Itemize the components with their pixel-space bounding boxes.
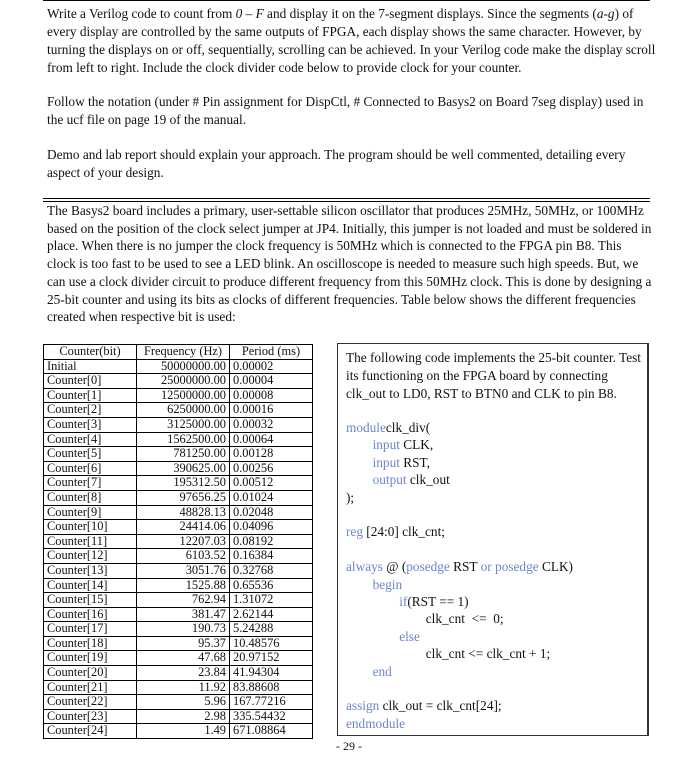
- code-line: [346, 697, 502, 714]
- counter-bit-cell: Initial: [44, 359, 137, 374]
- period-cell: 0.00128: [230, 447, 313, 462]
- code-line: [346, 523, 445, 540]
- frequency-cell: 47.68: [137, 651, 230, 666]
- counter-bit-cell: Counter[23]: [44, 709, 137, 724]
- table-row: [44, 534, 313, 549]
- frequency-cell: 12500000.00: [137, 388, 230, 403]
- code-text: clk_out = clk_cnt[24];: [379, 698, 502, 714]
- code-text: @ (: [382, 559, 407, 575]
- code-text: clk_out: [406, 472, 450, 488]
- frequency-cell: 381.47: [137, 607, 230, 622]
- period-cell: 0.32768: [230, 563, 313, 578]
- counter-bit-cell: Counter[18]: [44, 636, 137, 651]
- table-row: [44, 578, 313, 593]
- frequency-cell: 762.94: [137, 593, 230, 608]
- period-cell: 2.62144: [230, 607, 313, 622]
- code-text: [346, 664, 373, 679]
- period-cell: 335.54432: [230, 709, 313, 724]
- counter-bit-cell: Counter[8]: [44, 490, 137, 505]
- table-row: [44, 709, 313, 724]
- code-text: [346, 437, 373, 452]
- period-cell: 0.00004: [230, 374, 313, 389]
- period-cell: 0.01024: [230, 490, 313, 505]
- code-text: clk_div(: [385, 420, 431, 435]
- col-header: Period (ms): [230, 345, 313, 360]
- counter-bit-cell: Counter[14]: [44, 578, 137, 593]
- period-cell: 0.02048: [230, 505, 313, 520]
- task-paragraph-3: Demo and lab report should explain your approach. The program should be well commented, detailing every aspect of your design.: [47, 147, 626, 180]
- code-keyword: or posedge: [480, 559, 539, 575]
- code-keyword: posedge: [406, 559, 450, 575]
- period-cell: 0.00512: [230, 476, 313, 491]
- code-line: [346, 576, 402, 593]
- table-row: [44, 695, 313, 710]
- code-line: [346, 454, 430, 471]
- col-header: Frequency (Hz): [137, 345, 230, 360]
- period-cell: 0.00016: [230, 403, 313, 418]
- counter-bit-cell: Counter[15]: [44, 593, 137, 608]
- table-row: [44, 593, 313, 608]
- counter-bit-cell: Counter[24]: [44, 724, 137, 739]
- period-cell: 10.48576: [230, 636, 313, 651]
- counter-bit-cell: Counter[17]: [44, 622, 137, 637]
- table-row: [44, 549, 313, 564]
- task-paragraph-1: Write a Verilog code to count from 0 – F and display it on the 7-segment displays. Since the segments (a-g) of every display are controlled by the same outputs of FPGA, each display shows the same character. However, by turning the displays on or off, sequentially, scrolling can be achieved. In your Verilog code make the display scroll from left to right. Include the clock divider code below to provide clock for your counter.: [47, 6, 656, 75]
- table-row: [44, 607, 313, 622]
- code-keyword: output: [372, 472, 407, 488]
- code-keyword: always: [346, 559, 383, 575]
- frequency-cell: 195312.50: [137, 476, 230, 491]
- table-row: [44, 359, 313, 374]
- code-keyword: input: [372, 454, 400, 470]
- counter-bit-cell: Counter[19]: [44, 651, 137, 666]
- code-text: [24:0] clk_cnt;: [362, 524, 445, 540]
- code-text: );: [346, 489, 355, 505]
- frequency-cell: 1.49: [137, 724, 230, 739]
- code-text: [346, 455, 373, 470]
- code-line: [346, 489, 354, 506]
- code-line: [346, 610, 504, 627]
- counter-bit-cell: Counter[2]: [44, 403, 137, 418]
- code-keyword: reg: [346, 524, 363, 540]
- code-line: [346, 558, 573, 575]
- col-header: Counter(bit): [44, 345, 137, 360]
- period-cell: 0.04096: [230, 520, 313, 535]
- frequency-cell: 23.84: [137, 666, 230, 681]
- info-paragraph: The Basys2 board includes a primary, user-settable silicon oscillator that produces 25MHz, 50MHz, or 100MHz based on the position of the clock select jumper at JP4. Initially, this jumper is not loaded and must be soldered in place. When there is no jumper the clock frequency is 50MHz which is connected to the FPGA pin B8. This clock is too fast to be used to see a LED blink. An oscilloscope is needed to measure such high speeds. But, we can use a clock divider circuit to produce different frequency from this 50MHz clock. This is done by designing a 25-bit counter and using its bits as clocks of different frequencies. Table below shows the different frequencies created when respective bit is used:: [47, 203, 652, 325]
- code-line: [346, 436, 433, 453]
- code-keyword: if: [399, 594, 408, 609]
- task-paragraph-2: Follow the notation (under # Pin assignment for DispCtl, # Connected to Basys2 on Board 7seg display) used in the ucf file on page 19 of the manual.: [47, 94, 644, 127]
- table-row: [44, 374, 313, 389]
- counter-bit-cell: Counter[16]: [44, 607, 137, 622]
- frequency-cell: 50000000.00: [137, 359, 230, 374]
- code-text: CLK,: [399, 437, 434, 453]
- code-text: CLK): [538, 559, 573, 575]
- counter-bit-cell: Counter[22]: [44, 695, 137, 710]
- table-row: [44, 476, 313, 491]
- code-keyword: else: [399, 628, 420, 644]
- frequency-cell: 781250.00: [137, 447, 230, 462]
- counter-bit-cell: Counter[10]: [44, 520, 137, 535]
- table-row: [44, 724, 313, 739]
- table-row: [44, 520, 313, 535]
- frequency-cell: 97656.25: [137, 490, 230, 505]
- table-row: [44, 403, 313, 418]
- code-line: [346, 593, 469, 610]
- counter-bit-cell: Counter[13]: [44, 563, 137, 578]
- counter-bit-cell: Counter[11]: [44, 534, 137, 549]
- code-text: clk_cnt <= 0;: [346, 611, 504, 627]
- counter-bit-cell: Counter[9]: [44, 505, 137, 520]
- frequency-cell: 48828.13: [137, 505, 230, 520]
- counter-bit-cell: Counter[0]: [44, 374, 137, 389]
- frequency-cell: 95.37: [137, 636, 230, 651]
- code-line: [346, 645, 550, 662]
- code-text: (RST == 1): [407, 594, 469, 609]
- code-text: [346, 577, 373, 592]
- frequency-cell: 2.98: [137, 709, 230, 724]
- table-row: [44, 461, 313, 476]
- counter-bit-cell: Counter[21]: [44, 680, 137, 695]
- frequency-cell: 11.92: [137, 680, 230, 695]
- period-cell: 0.16384: [230, 549, 313, 564]
- code-line: [346, 715, 405, 732]
- code-line: [346, 471, 450, 488]
- period-cell: 0.00032: [230, 417, 313, 432]
- table-row: [44, 622, 313, 637]
- table-row: [44, 447, 313, 462]
- code-intro: The following code implements the 25-bit counter. Test its functioning on the FPGA board by connecting clk_out to LD0, RST to BTN0 and CLK to pin B8.: [346, 350, 641, 401]
- code-keyword: module: [346, 420, 386, 435]
- period-cell: 83.88608: [230, 680, 313, 695]
- table-row: [44, 505, 313, 520]
- table-row: [44, 490, 313, 505]
- table-row: [44, 651, 313, 666]
- counter-bit-cell: Counter[1]: [44, 388, 137, 403]
- code-box: [337, 343, 649, 736]
- code-text: [346, 594, 399, 609]
- frequency-cell: 3125000.00: [137, 417, 230, 432]
- table-row: [44, 680, 313, 695]
- table-row: [44, 388, 313, 403]
- code-text: [346, 629, 399, 644]
- code-line: [346, 628, 420, 645]
- counter-bit-cell: Counter[12]: [44, 549, 137, 564]
- code-keyword: endmodule: [346, 715, 406, 731]
- frequency-cell: 5.96: [137, 695, 230, 710]
- frequency-cell: 6103.52: [137, 549, 230, 564]
- counter-bit-cell: Counter[20]: [44, 666, 137, 681]
- counter-bit-cell: Counter[4]: [44, 432, 137, 447]
- code-keyword: input: [372, 437, 400, 453]
- period-cell: 671.08864: [230, 724, 313, 739]
- top-rule: [43, 0, 650, 1]
- code-line: [346, 663, 392, 680]
- code-text: [346, 472, 373, 487]
- code-line: [346, 419, 430, 436]
- code-keyword: assign: [346, 698, 380, 714]
- frequency-cell: 1562500.00: [137, 432, 230, 447]
- period-cell: 5.24288: [230, 622, 313, 637]
- frequency-cell: 1525.88: [137, 578, 230, 593]
- period-cell: 1.31072: [230, 593, 313, 608]
- frequency-table: [43, 344, 313, 739]
- period-cell: 0.00256: [230, 461, 313, 476]
- frequency-cell: 24414.06: [137, 520, 230, 535]
- code-text: RST,: [399, 454, 430, 470]
- frequency-cell: 25000000.00: [137, 374, 230, 389]
- table-row: [44, 563, 313, 578]
- frequency-cell: 12207.03: [137, 534, 230, 549]
- counter-bit-cell: Counter[3]: [44, 417, 137, 432]
- page-number: - 29 -: [336, 739, 362, 753]
- frequency-cell: 390625.00: [137, 461, 230, 476]
- table-row: [44, 666, 313, 681]
- table-row: [44, 432, 313, 447]
- table-row: [44, 636, 313, 651]
- frequency-cell: 6250000.00: [137, 403, 230, 418]
- frequency-cell: 3051.76: [137, 563, 230, 578]
- code-keyword: begin: [372, 576, 403, 592]
- counter-bit-cell: Counter[6]: [44, 461, 137, 476]
- code-text: RST: [449, 559, 481, 575]
- code-keyword: end: [372, 663, 392, 679]
- period-cell: 167.77216: [230, 695, 313, 710]
- table-row: [44, 417, 313, 432]
- code-text: clk_cnt <= clk_cnt + 1;: [346, 646, 551, 662]
- period-cell: 0.08192: [230, 534, 313, 549]
- period-cell: 0.00064: [230, 432, 313, 447]
- period-cell: 0.00002: [230, 359, 313, 374]
- counter-bit-cell: Counter[5]: [44, 447, 137, 462]
- frequency-cell: 190.73: [137, 622, 230, 637]
- period-cell: 20.97152: [230, 651, 313, 666]
- period-cell: 41.94304: [230, 666, 313, 681]
- period-cell: 0.00008: [230, 388, 313, 403]
- counter-bit-cell: Counter[7]: [44, 476, 137, 491]
- period-cell: 0.65536: [230, 578, 313, 593]
